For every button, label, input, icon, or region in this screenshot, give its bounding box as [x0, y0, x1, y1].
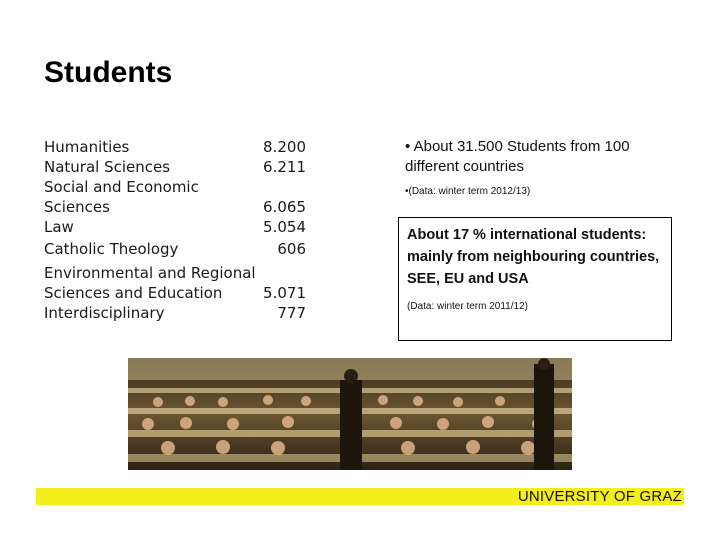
- faculty-count: 5.054: [263, 218, 306, 236]
- faculty-name: Catholic Theology: [44, 240, 179, 258]
- faculty-name: Natural Sciences: [44, 158, 171, 176]
- faculty-name: Social and Economic Sciences: [44, 178, 199, 216]
- faculty-stats-list: [44, 137, 314, 323]
- total-students-text: • About 31.500 Students from 100 different countries: [405, 138, 630, 175]
- faculty-count: 777: [277, 304, 306, 322]
- faculty-row-law: [44, 217, 314, 237]
- student-summary: [405, 137, 675, 199]
- total-students-note: •(Data: winter term 2012/13): [405, 186, 531, 197]
- lecture-hall-illustration: [128, 358, 572, 470]
- faculty-count: 6.211: [263, 158, 306, 176]
- faculty-row-social-economic: [44, 177, 314, 217]
- faculty-row-interdisciplinary: [44, 303, 314, 323]
- faculty-row-environmental: [44, 263, 314, 303]
- faculty-row-catholic-theology: [44, 239, 314, 259]
- international-students-box: [398, 217, 672, 341]
- faculty-name: Environmental and Regional Sciences and Education: [44, 264, 256, 302]
- international-students-note: (Data: winter term 2011/12): [407, 301, 528, 312]
- faculty-count: 5.071: [263, 284, 306, 302]
- footer-bar: [36, 488, 684, 505]
- faculty-count: 606: [277, 240, 306, 258]
- university-logo: UNIVERSITY OF GRAZ: [517, 488, 682, 505]
- faculty-name: Humanities: [44, 138, 130, 156]
- faculty-count: 8.200: [263, 138, 306, 156]
- faculty-count: 6.065: [263, 198, 306, 216]
- faculty-name: Law: [44, 218, 74, 236]
- faculty-row-humanities: [44, 137, 314, 157]
- international-students-text: About 17 % international students: mainly from neighbouring countries, SEE, EU and USA: [407, 227, 660, 287]
- faculty-row-natural-sciences: [44, 157, 314, 177]
- slide-title: Students: [44, 56, 173, 89]
- faculty-name: Interdisciplinary: [44, 304, 165, 322]
- lecture-hall-photo: [128, 358, 572, 470]
